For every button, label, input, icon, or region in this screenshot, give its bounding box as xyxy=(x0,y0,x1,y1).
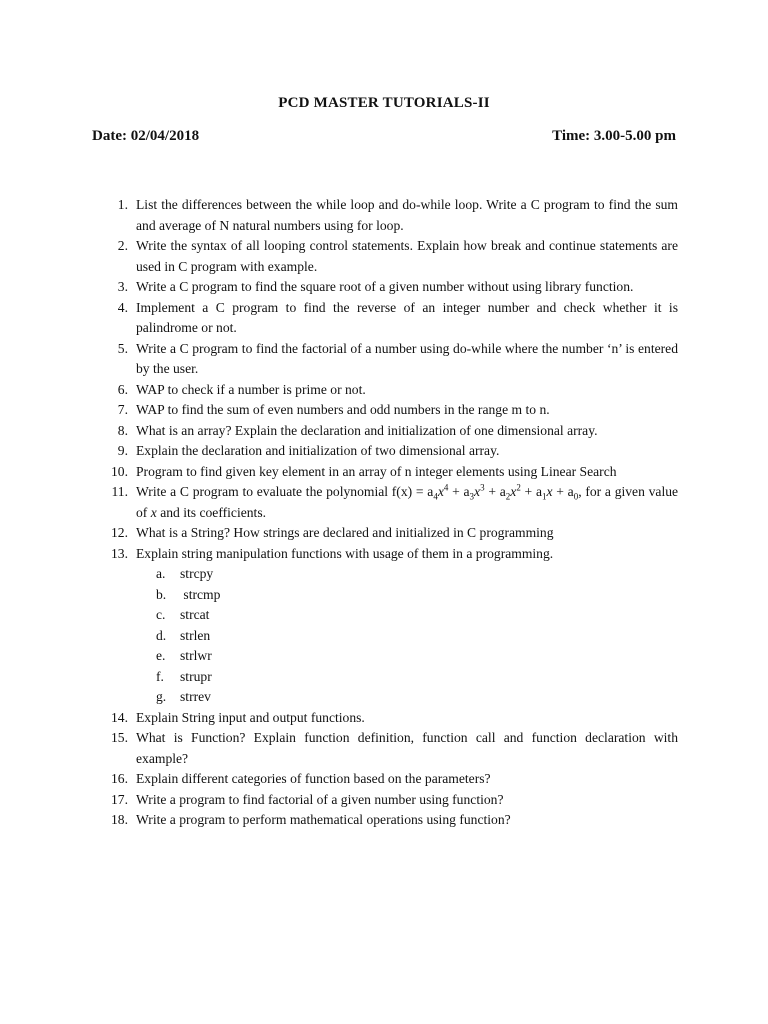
question-item xyxy=(108,236,678,277)
question-number: 2. xyxy=(117,238,128,253)
sub-item-name: strcmp xyxy=(180,586,221,602)
question-item xyxy=(108,400,678,421)
question-text: Write the syntax of all looping control statements. Explain how break and continue statements are used in C program with example. xyxy=(136,238,678,274)
polynomial-text-pre: Write a C program to evaluate the polynomial f(x) = a xyxy=(136,484,434,499)
sub-item-name: strcpy xyxy=(180,566,214,581)
sub-item-strcpy xyxy=(108,564,678,585)
question-item xyxy=(108,708,678,729)
question-number: 6. xyxy=(117,381,128,397)
question-number: 5. xyxy=(117,340,128,356)
question-item xyxy=(108,790,678,811)
sub-item-strcmp xyxy=(108,585,678,606)
question-item xyxy=(108,523,678,544)
sub-item-letter: d. xyxy=(156,627,167,643)
question-text: Program to find given key element in an array of n integer elements using Linear Search xyxy=(136,463,617,479)
question-text: Write a program to find factorial of a given number using function? xyxy=(136,791,504,807)
question-text: Implement a C program to find the reverse of an integer number and check whether it is palindrome or not. xyxy=(136,299,678,335)
question-number: 11. xyxy=(111,484,128,499)
question-number: 13. xyxy=(111,545,128,561)
sub-item-letter: c. xyxy=(156,607,166,622)
question-item xyxy=(108,441,678,462)
sub-item-strrev xyxy=(108,687,678,708)
sub-item-letter: a. xyxy=(156,566,166,581)
question-text: Explain the declaration and initialization of two dimensional array. xyxy=(136,443,500,458)
question-text: Explain string manipulation functions with usage of them in a programming. xyxy=(136,545,554,561)
polynomial-text-post: for a given value of xyxy=(136,484,679,520)
page-title: PCD MASTER TUTORIALS-II xyxy=(278,95,490,111)
exam-date: Date: 02/04/2018 xyxy=(92,128,200,144)
question-text: Write a C program to find the square root of a given number without using library function. xyxy=(136,279,634,294)
sub-item-strupr xyxy=(108,667,678,688)
question-item xyxy=(108,277,678,298)
question-text: What is an array? Explain the declaration and initialization of one dimensional array. xyxy=(136,422,598,438)
question-number: 14. xyxy=(111,709,128,725)
polynomial-text-end: and its coefficients. xyxy=(160,504,267,520)
question-text: Explain different categories of function based on the parameters? xyxy=(136,771,491,786)
question-text: Explain String input and output functions. xyxy=(136,709,365,725)
sub-item-letter: e. xyxy=(156,648,166,663)
question-number: 15. xyxy=(111,730,128,745)
question-text: What is Function? Explain function definition, function call and function declaration with example? xyxy=(136,730,678,766)
sub-item-letter: b. xyxy=(156,586,167,602)
sub-item-strlen xyxy=(108,626,678,647)
question-number: 1. xyxy=(117,197,128,212)
question-item xyxy=(108,421,678,442)
sub-item-name: strlen xyxy=(180,627,211,643)
sub-item-name: strlwr xyxy=(180,648,212,663)
sub-item-letter: f. xyxy=(156,668,164,684)
question-number: 12. xyxy=(111,525,128,540)
question-item xyxy=(108,195,678,236)
question-item xyxy=(108,462,678,483)
sub-item-letter: g. xyxy=(156,689,167,704)
question-number: 10. xyxy=(111,463,128,479)
question-item xyxy=(108,380,678,401)
question-number: 7. xyxy=(117,402,128,417)
question-text: Write a C program to find the factorial of a number using do-while where the number ‘n’ is entered by the user. xyxy=(136,340,678,376)
question-text: WAP to find the sum of even numbers and odd numbers in the range m to n. xyxy=(136,402,550,417)
question-number: 9. xyxy=(117,443,128,458)
question-item xyxy=(108,339,678,380)
question-number: 3. xyxy=(117,279,128,294)
sub-item-name: strupr xyxy=(180,668,212,684)
sub-item-name: strrev xyxy=(180,689,211,704)
question-text: Write a program to perform mathematical operations using function? xyxy=(136,812,511,827)
question-list xyxy=(108,195,678,831)
question-item xyxy=(108,482,678,523)
sub-item-name: strcat xyxy=(180,607,210,622)
sub-item-strcat xyxy=(108,605,678,626)
question-number: 16. xyxy=(111,771,128,786)
question-item xyxy=(108,769,678,790)
question-item xyxy=(108,544,678,565)
polynomial-question-text: Write a C program to evaluate the polynomial $f(x) = a_4x^4 + a_3x^3 + a_2x^2 + a_1x + a_0$, for a given value of x and its coefficients. xyxy=(136,482,679,520)
question-item xyxy=(108,298,678,339)
sub-item-strlwr xyxy=(108,646,678,667)
question-number: 4. xyxy=(117,299,128,315)
question-text: What is a String? How strings are declared and initialized in C programming xyxy=(136,525,554,540)
exam-time: Time: 3.00-5.00 pm xyxy=(552,128,676,144)
question-item xyxy=(108,810,678,831)
question-text: WAP to check if a number is prime or not. xyxy=(136,381,366,397)
question-number: 8. xyxy=(117,422,128,438)
question-item xyxy=(108,728,678,769)
question-number: 18. xyxy=(111,812,128,827)
question-number: 17. xyxy=(111,791,128,807)
question-text: List the differences between the while loop and do-while loop. Write a C program to find the sum and average of N natural numbers using for loop. xyxy=(136,197,678,233)
